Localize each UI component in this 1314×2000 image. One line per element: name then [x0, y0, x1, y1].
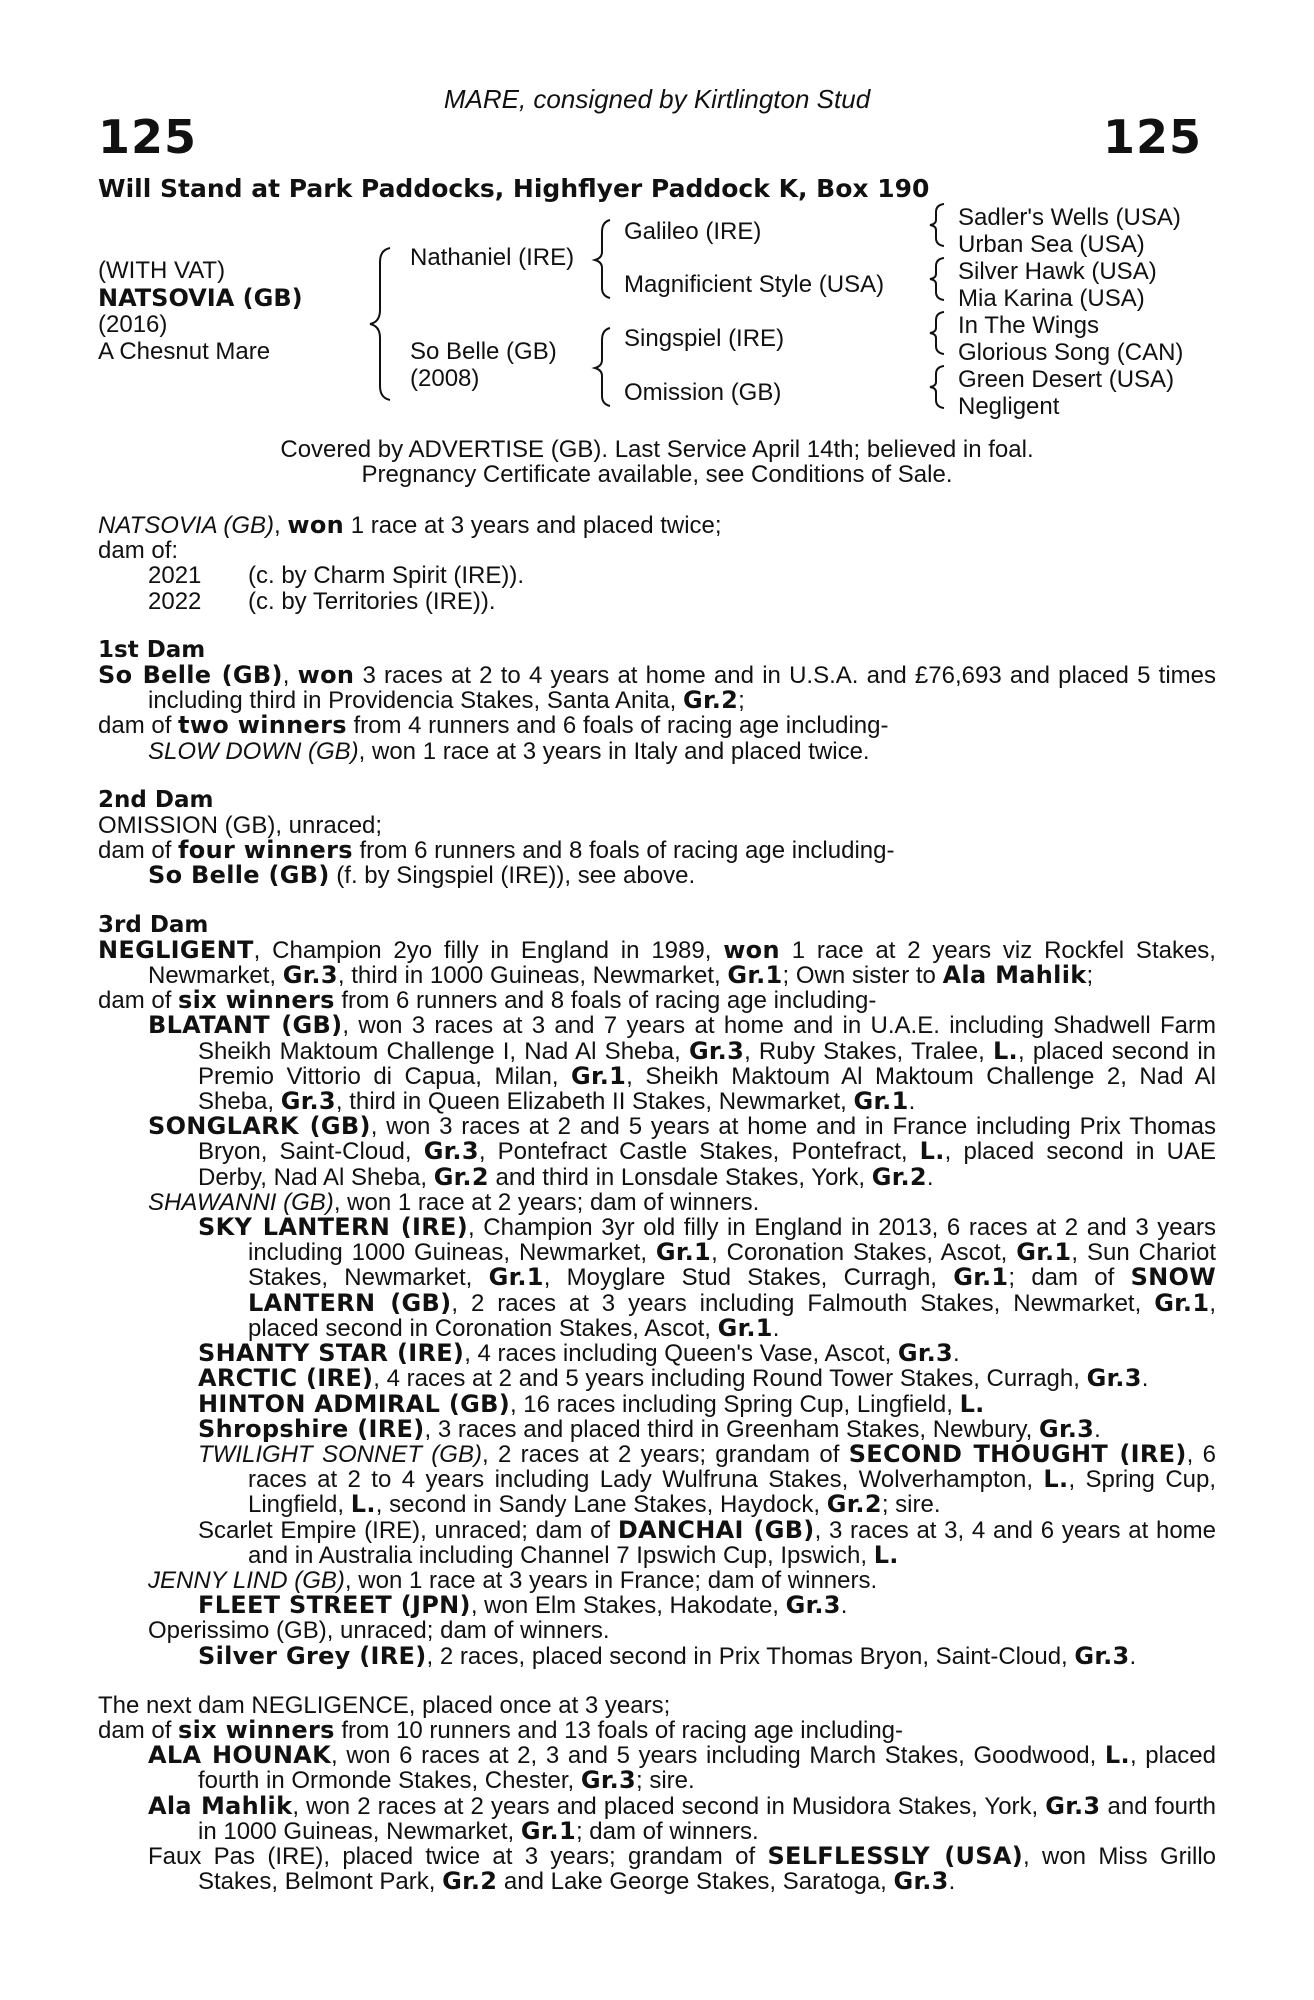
- third-dam-heading: 3rd Dam: [98, 911, 209, 938]
- second-dam-progeny: So Belle (GB) (f. by Singspiel (IRE)), see above.: [148, 861, 696, 890]
- progeny-silver-grey: Silver Grey (IRE), 2 races, placed second in Prix Thomas Bryon, Saint-Cloud, Gr.3.: [198, 1641, 1137, 1670]
- horse-year: (2016): [98, 311, 168, 338]
- next-dam-dam-of: dam of six winners from 10 runners and 13 foals of racing age including-: [98, 1715, 904, 1744]
- progeny-ala-hounak: ALA HOUNAK, won 6 races at 2, 3 and 5 years including March Stakes, Goodwood, L., placed fourth in Ormonde Stakes, Chester, Gr.3; sire.: [148, 1741, 1217, 1795]
- progeny-shanty-star: SHANTY STAR (IRE), 4 races including Queen's Vase, Ascot, Gr.3.: [198, 1339, 960, 1368]
- pedigree-bracket-gen3: [924, 200, 954, 424]
- produce-item: 2021 (c. by Charm Spirit (IRE)).: [148, 562, 525, 590]
- ancestor-6: Glorious Song (CAN): [958, 339, 1184, 366]
- progeny-faux-pas: Faux Pas (IRE), placed twice at 3 years; grandam of SELFLESSLY (USA), won Miss Grillo Stakes, Belmont Park, Gr.2 and Lake George Stakes, Saratoga, Gr.3.: [148, 1841, 1216, 1896]
- produce-summary: NATSOVIA (GB), won 1 race at 3 years and placed twice;: [98, 511, 722, 539]
- ancestor-3: Silver Hawk (USA): [958, 258, 1157, 285]
- ancestor-7: Green Desert (USA): [958, 366, 1175, 393]
- horse-name: NATSOVIA (GB): [98, 284, 303, 312]
- third-dam-entry: NEGLIGENT, Champion 2yo filly in England in 1989, won 1 race at 2 years viz Rockfel Stakes, Newmarket, Gr.3, third in 1000 Guineas, Newmarket, Gr.1; Own sister to Ala Mahlik;: [98, 935, 1216, 990]
- ancestor-5: In The Wings: [958, 312, 1099, 339]
- ancestor-2: Urban Sea (USA): [958, 231, 1145, 258]
- pedigree-bracket-main: [360, 244, 400, 404]
- sire-dam: Magnificient Style (USA): [624, 271, 885, 298]
- progeny-arctic: ARCTIC (IRE), 4 races at 2 and 5 years including Round Tower Stakes, Curragh, Gr.3.: [198, 1364, 1149, 1393]
- dam-year: (2008): [410, 365, 480, 392]
- sire-sire: Galileo (IRE): [624, 218, 762, 245]
- dam-dam: Omission (GB): [624, 379, 782, 406]
- ancestor-8: Negligent: [958, 393, 1060, 420]
- lot-number-left: 125: [98, 110, 198, 164]
- second-dam-heading: 2nd Dam: [98, 786, 214, 813]
- dam-name: So Belle (GB): [410, 338, 557, 365]
- stand-location: Will Stand at Park Paddocks, Highflyer Paddock K, Box 190: [98, 174, 930, 203]
- catalogue-body: [98, 513, 1216, 1894]
- dam-sire: Singspiel (IRE): [624, 325, 785, 352]
- covering-line-2: Pregnancy Certificate available, see Conditions of Sale.: [361, 461, 953, 488]
- second-dam-line: OMISSION (GB), unraced;: [98, 812, 383, 840]
- progeny-operissimo: Operissimo (GB), unraced; dam of winners.: [148, 1617, 610, 1645]
- progeny-shropshire: Shropshire (IRE), 3 races and placed third in Greenham Stakes, Newbury, Gr.3.: [198, 1414, 1101, 1443]
- progeny-blatant: BLATANT (GB), won 3 races at 3 and 7 years at home and in U.A.E. including Shadwell Farm Sheikh Maktoum Challenge I, Nad Al Sheba, Gr.3, Ruby Stakes, Tralee, L., placed second in Premio Vittorio di Capua, Milan, Gr.1, Sheikh Maktoum Al Maktoum Challenge 2, Nad Al Sheba, Gr.3, third in Queen Elizabeth II Stakes, Newmarket, Gr.1.: [148, 1011, 1217, 1116]
- ancestor-1: Sadler's Wells (USA): [958, 204, 1181, 231]
- pedigree-bracket-dam: [588, 324, 618, 408]
- horse-description: A Chesnut Mare: [98, 338, 271, 365]
- progeny-jenny-lind: JENNY LIND (GB), won 1 race at 3 years in France; dam of winners.: [148, 1566, 878, 1594]
- lot-number-right: 125: [1102, 110, 1202, 164]
- produce-item: 2022 (c. by Territories (IRE)).: [148, 587, 496, 615]
- covering-line-1: Covered by ADVERTISE (GB). Last Service April 14th; believed in foal.: [280, 436, 1034, 463]
- produce-dam-of: dam of:: [98, 537, 179, 565]
- first-dam-progeny: SLOW DOWN (GB), won 1 race at 3 years in Italy and placed twice.: [148, 737, 870, 765]
- second-dam-dam-of: dam of four winners from 6 runners and 8 foals of racing age including-: [98, 836, 895, 865]
- ancestor-4: Mia Karina (USA): [958, 285, 1145, 312]
- pedigree-bracket-sire: [588, 216, 618, 300]
- vat-note: (WITH VAT): [98, 257, 226, 284]
- progeny-hinton-admiral: HINTON ADMIRAL (GB), 16 races including Spring Cup, Lingfield, L.: [198, 1389, 985, 1418]
- progeny-ala-mahlik: Ala Mahlik, won 2 races at 2 years and placed second in Musidora Stakes, York, Gr.3 and fourth in 1000 Guineas, Newmarket, Gr.1; dam of winners.: [148, 1791, 1217, 1845]
- progeny-songlark: SONGLARK (GB), won 3 races at 2 and 5 years at home and in France including Prix Thomas Bryon, Saint-Cloud, Gr.3, Pontefract Castle Stakes, Pontefract, L., placed second in UAE Derby, Nad Al Sheba, Gr.2 and third in Lonsdale Stakes, York, Gr.2.: [148, 1112, 1216, 1191]
- consignment-line: MARE, consigned by Kirtlington Stud: [443, 84, 871, 114]
- first-dam-dam-of: dam of two winners from 4 runners and 6 foals of racing age including-: [98, 711, 889, 740]
- progeny-fleet-street: FLEET STREET (JPN), won Elm Stakes, Hakodate, Gr.3.: [198, 1591, 848, 1620]
- progeny-shawanni: SHAWANNI (GB), won 1 race at 2 years; dam of winners.: [148, 1188, 760, 1216]
- sire-name: Nathaniel (IRE): [410, 244, 575, 271]
- progeny-sky-lantern: SKY LANTERN (IRE), Champion 3yr old filly in England in 2013, 6 races at 2 and 3 years including 1000 Guineas, Newmarket, Gr.1, Coronation Stakes, Ascot, Gr.1, Sun Chariot Stakes, Newmarket, Gr.1, Moyglare Stud Stakes, Curragh, Gr.1; dam of SNOW LANTERN (GB), 2 races at 3 years including Falmouth Stakes, Newmarket, Gr.1, placed second in Coronation Stakes, Ascot, Gr.1.: [198, 1213, 1217, 1342]
- progeny-twilight-sonnet: TWILIGHT SONNET (GB), 2 races at 2 years; grandam of SECOND THOUGHT (IRE), 6 races at 2 to 4 years including Lady Wulfruna Stakes, Wolverhampton, L., Spring Cup, Lingfield, L., second in Sandy Lane Stakes, Haydock, Gr.2; sire.: [198, 1439, 1217, 1519]
- first-dam-entry: So Belle (GB), won 3 races at 2 to 4 years at home and in U.S.A. and £76,693 and placed 5 times including third in Providencia Stakes, Santa Anita, Gr.2;: [98, 661, 1216, 715]
- first-dam-heading: 1st Dam: [98, 636, 206, 663]
- next-dam-line: The next dam NEGLIGENCE, placed once at 3 years;: [98, 1691, 671, 1719]
- third-dam-dam-of: dam of six winners from 6 runners and 8 foals of racing age including-: [98, 986, 877, 1015]
- progeny-scarlet-empire: Scarlet Empire (IRE), unraced; dam of DANCHAI (GB), 3 races at 3, 4 and 6 years at home and in Australia including Channel 7 Ipswich Cup, Ipswich, L.: [198, 1515, 1217, 1569]
